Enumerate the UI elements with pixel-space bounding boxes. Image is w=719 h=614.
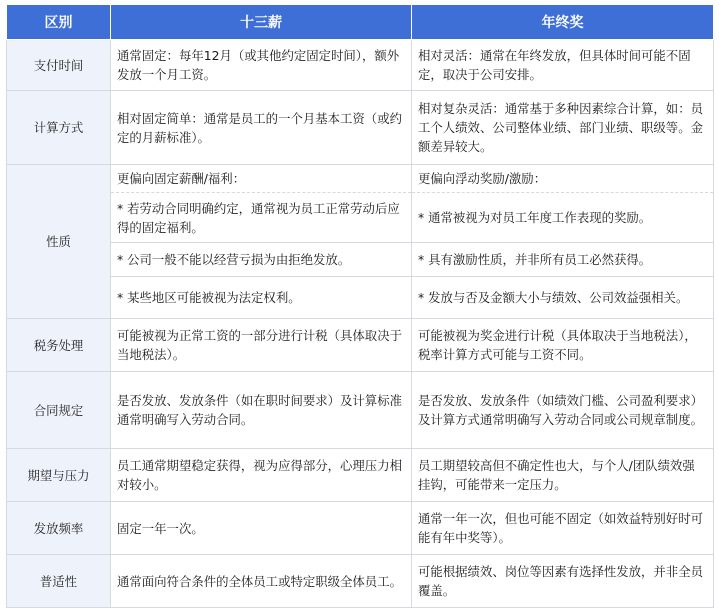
comparison-table xyxy=(6,4,714,608)
cell-thirteenth: 固定一年一次。 xyxy=(111,502,412,555)
cell-bonus: 更偏向浮动奖励/激励： xyxy=(412,165,714,193)
header-year-end-bonus: 年终奖 xyxy=(412,5,714,40)
cell-thirteenth: 相对固定简单：通常是员工的一个月基本工资（或约定的月薪标准）。 xyxy=(111,91,412,165)
table-row xyxy=(7,243,714,277)
table-row xyxy=(7,40,714,91)
cell-bonus: 相对复杂灵活：通常基于多种因素综合计算，如：员工个人绩效、公司整体业绩、部门业绩、职级等。金额差异较大。 xyxy=(412,91,714,165)
cell-thirteenth: 通常面向符合条件的全体员工或特定职级全体员工。 xyxy=(111,555,412,608)
cell-bonus: * 发放与否及金额大小与绩效、公司效益强相关。 xyxy=(412,277,714,319)
row-label: 性质 xyxy=(7,165,111,319)
cell-bonus: * 具有激励性质，并非所有员工必然获得。 xyxy=(412,243,714,277)
cell-thirteenth: * 某些地区可能被视为法定权利。 xyxy=(111,277,412,319)
table-row xyxy=(7,372,714,449)
row-label: 支付时间 xyxy=(7,40,111,91)
cell-bonus: 可能被视为奖金进行计税（具体取决于当地税法），税率计算方式可能与工资不同。 xyxy=(412,319,714,372)
table-row xyxy=(7,319,714,372)
header-difference: 区别 xyxy=(7,5,111,40)
row-label: 计算方式 xyxy=(7,91,111,165)
row-label: 税务处理 xyxy=(7,319,111,372)
cell-bonus: 员工期望较高但不确定性也大，与个人/团队绩效强挂钩，可能带来一定压力。 xyxy=(412,449,714,502)
table-row xyxy=(7,193,714,243)
table-header-row xyxy=(7,5,714,40)
table-row xyxy=(7,91,714,165)
cell-bonus: 是否发放、发放条件（如绩效门槛、公司盈利要求）及计算方式通常明确写入劳动合同或公司规章制度。 xyxy=(412,372,714,449)
table-row xyxy=(7,449,714,502)
table-row xyxy=(7,165,714,193)
cell-bonus: 可能根据绩效、岗位等因素有选择性发放，并非全员覆盖。 xyxy=(412,555,714,608)
cell-thirteenth: * 公司一般不能以经营亏损为由拒绝发放。 xyxy=(111,243,412,277)
cell-bonus: 通常一年一次，但也可能不固定（如效益特别好时可能有年中奖等）。 xyxy=(412,502,714,555)
cell-thirteenth: * 若劳动合同明确约定，通常视为员工正常劳动后应得的固定福利。 xyxy=(111,193,412,243)
row-label: 合同规定 xyxy=(7,372,111,449)
table-row xyxy=(7,555,714,608)
header-thirteenth-salary: 十三薪 xyxy=(111,5,412,40)
cell-thirteenth: 通常固定：每年12月（或其他约定固定时间），额外发放一个月工资。 xyxy=(111,40,412,91)
cell-thirteenth: 是否发放、发放条件（如在职时间要求）及计算标准通常明确写入劳动合同。 xyxy=(111,372,412,449)
cell-thirteenth: 员工通常期望稳定获得，视为应得部分，心理压力相对较小。 xyxy=(111,449,412,502)
table-row xyxy=(7,502,714,555)
cell-thirteenth: 更偏向固定薪酬/福利： xyxy=(111,165,412,193)
row-label: 发放频率 xyxy=(7,502,111,555)
table-row xyxy=(7,277,714,319)
row-label: 普适性 xyxy=(7,555,111,608)
row-label: 期望与压力 xyxy=(7,449,111,502)
cell-bonus: 相对灵活：通常在年终发放，但具体时间可能不固定，取决于公司安排。 xyxy=(412,40,714,91)
cell-bonus: * 通常被视为对员工年度工作表现的奖励。 xyxy=(412,193,714,243)
cell-thirteenth: 可能被视为正常工资的一部分进行计税（具体取决于当地税法）。 xyxy=(111,319,412,372)
